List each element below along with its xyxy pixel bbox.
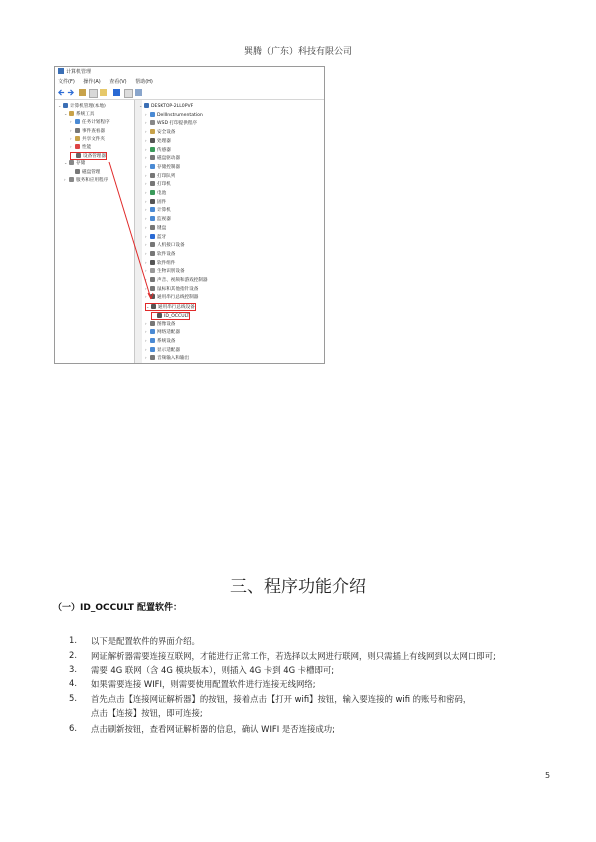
chevron-right-icon[interactable]: › bbox=[145, 224, 147, 230]
chevron-right-icon[interactable]: › bbox=[145, 268, 147, 274]
list-text: 需要 4G 联网（含 4G 模块版本），则插入 4G 卡到 4G 卡槽即可; bbox=[91, 665, 335, 675]
chevron-right-icon[interactable]: › bbox=[145, 242, 147, 248]
menu-action[interactable]: 操作(A) bbox=[83, 79, 101, 85]
chevron-down-icon[interactable]: ⌄ bbox=[64, 160, 68, 166]
list-number: 3. bbox=[69, 664, 77, 674]
tree-item-label: DellInstrumentation bbox=[157, 112, 203, 118]
tree-item-label: 设备管理器 bbox=[83, 154, 106, 160]
tree-item-label: 软件设备 bbox=[157, 251, 176, 257]
chevron-down-icon[interactable]: ⌄ bbox=[58, 103, 62, 108]
tree-item-label: WSD 打印提供程序 bbox=[157, 121, 198, 127]
chevron-right-icon[interactable]: › bbox=[145, 320, 147, 326]
chevron-right-icon[interactable]: › bbox=[145, 285, 147, 291]
chevron-down-icon[interactable]: ⌄ bbox=[146, 304, 150, 310]
chevron-right-icon[interactable]: › bbox=[145, 129, 147, 135]
page-header: 巽腾（广东）科技有限公司 bbox=[243, 47, 352, 57]
list-number: 4. bbox=[69, 678, 77, 688]
tree-item-label: 任务计划程序 bbox=[82, 120, 110, 126]
tree-item-label: 显示适配器 bbox=[157, 347, 180, 353]
tree-item-label: 人机接口设备 bbox=[157, 243, 185, 249]
chevron-right-icon[interactable]: › bbox=[145, 259, 147, 265]
chevron-right-icon[interactable]: › bbox=[145, 190, 147, 195]
tree-item-label: 共享文件夹 bbox=[82, 136, 105, 142]
list-text: 点击【连接】按钮，即可连接; bbox=[91, 708, 203, 718]
list-text: 如果需要连接 WIFI，则需要使用配置软件进行连接无线网络; bbox=[91, 679, 316, 689]
tree-item-label: DESKTOP-2LL0PVF bbox=[151, 104, 194, 109]
red-pointer-arrow bbox=[55, 67, 324, 363]
list-number: 6. bbox=[69, 723, 77, 733]
tree-item-label: 键盘 bbox=[157, 225, 167, 231]
tree-item-label: 存储控制器 bbox=[157, 164, 180, 170]
chevron-right-icon[interactable]: › bbox=[145, 346, 147, 352]
page-number: 5 bbox=[545, 771, 551, 780]
chevron-right-icon[interactable]: › bbox=[145, 163, 147, 169]
list-text: 网证解析器需要连接互联网，才能进行正常工作，若选择以太网进行联网，则只需插上有线网到以太网口即可; bbox=[91, 651, 496, 661]
chevron-right-icon[interactable]: › bbox=[145, 337, 147, 343]
tree-item-label: 安全设备 bbox=[157, 130, 176, 136]
tree-item-label: 系统设备 bbox=[157, 338, 176, 344]
tree-item-label: 图像设备 bbox=[157, 321, 176, 327]
tree-item-label: 打印机 bbox=[157, 182, 171, 188]
chevron-right-icon[interactable]: › bbox=[145, 277, 147, 282]
tree-item-label: 传感器 bbox=[157, 147, 171, 153]
tree-item-label: 处理器 bbox=[157, 138, 171, 144]
tree-item-label: 服务和应用程序 bbox=[76, 177, 109, 183]
chevron-right-icon[interactable]: › bbox=[145, 181, 147, 187]
tree-item-label: 事件查看器 bbox=[82, 128, 105, 134]
chevron-right-icon[interactable]: › bbox=[145, 146, 147, 152]
tree-item-label: 声音、视频和游戏控制器 bbox=[157, 278, 208, 283]
list-number: 2. bbox=[69, 650, 77, 660]
tree-item-label: 固件 bbox=[157, 199, 167, 205]
tree-item-label: 系统工具 bbox=[76, 112, 95, 118]
window-title: 计算机管理 bbox=[66, 69, 92, 75]
tree-item-label: 通用串行总线控制器 bbox=[157, 295, 199, 301]
tree-item-label: 监视器 bbox=[157, 217, 171, 223]
chevron-down-icon[interactable]: ⌄ bbox=[139, 103, 143, 108]
chevron-right-icon[interactable]: › bbox=[145, 198, 147, 204]
chevron-right-icon[interactable]: › bbox=[145, 216, 147, 222]
tree-item-label: 电池 bbox=[157, 191, 167, 196]
list-number: 5. bbox=[69, 693, 77, 703]
computer-management-screenshot bbox=[54, 66, 325, 364]
chevron-right-icon[interactable]: › bbox=[145, 155, 147, 161]
tree-item-label: 通用串行总线设备 bbox=[158, 305, 195, 311]
chevron-right-icon[interactable]: › bbox=[145, 120, 147, 126]
tree-item-label: 音频输入和输出 bbox=[157, 356, 190, 362]
chevron-right-icon[interactable]: › bbox=[64, 176, 66, 182]
chevron-right-icon[interactable]: › bbox=[145, 250, 147, 256]
menu-file[interactable]: 文件(F) bbox=[58, 79, 75, 85]
chevron-down-icon[interactable]: ⌄ bbox=[64, 111, 68, 117]
menu-view[interactable]: 查看(V) bbox=[109, 79, 127, 85]
subheading: （一）ID_OCCULT 配置软件： bbox=[53, 603, 183, 613]
list-text: 以下是配置软件的界面介绍。 bbox=[91, 636, 200, 646]
chevron-right-icon[interactable]: › bbox=[145, 111, 147, 117]
list-number: 1. bbox=[69, 635, 77, 645]
tree-item-label: 软件组件 bbox=[157, 260, 176, 266]
tree-item-label: 性能 bbox=[82, 145, 92, 150]
chevron-right-icon[interactable]: › bbox=[145, 137, 147, 143]
chevron-right-icon[interactable]: › bbox=[145, 355, 147, 361]
tree-item-label: 计算机管理(本地) bbox=[70, 104, 106, 109]
tree-item-label: 计算机 bbox=[157, 208, 171, 214]
chevron-right-icon[interactable]: › bbox=[70, 127, 72, 133]
tree-item-label: 鼠标和其他指针设备 bbox=[157, 286, 199, 292]
chevron-right-icon[interactable]: › bbox=[145, 294, 147, 300]
chevron-right-icon[interactable]: › bbox=[145, 172, 147, 178]
list-text: 点击刷新按钮，查看网证解析器的信息，确认 WIFI 是否连接成功; bbox=[91, 724, 335, 734]
tree-item-label: ID_OCCULT bbox=[164, 313, 190, 319]
tree-item-label: 网络适配器 bbox=[157, 330, 180, 336]
chevron-right-icon[interactable]: › bbox=[70, 135, 72, 141]
section-title: 三、程序功能介绍 bbox=[230, 577, 366, 597]
tree-item-label: 存储 bbox=[76, 161, 86, 167]
chevron-right-icon[interactable]: › bbox=[145, 207, 147, 213]
tree-item-label: 生物识别设备 bbox=[157, 269, 185, 275]
tree-item-label: 磁盘驱动器 bbox=[157, 156, 180, 162]
chevron-right-icon[interactable]: › bbox=[145, 329, 147, 335]
menu-help[interactable]: 帮助(H) bbox=[135, 79, 153, 85]
chevron-right-icon[interactable]: › bbox=[70, 144, 72, 149]
list-text: 首先点击【连接网证解析器】的按钮，接着点击【打开 wifi】按钮，输入要连接的 wifi 的账号和密码， bbox=[91, 694, 472, 704]
chevron-right-icon[interactable]: › bbox=[70, 119, 72, 125]
tree-item-label: 蓝牙 bbox=[157, 234, 167, 240]
tree-item-label: 磁盘管理 bbox=[82, 169, 101, 175]
chevron-right-icon[interactable]: › bbox=[145, 233, 147, 239]
tree-item-label: 打印队列 bbox=[157, 173, 176, 179]
